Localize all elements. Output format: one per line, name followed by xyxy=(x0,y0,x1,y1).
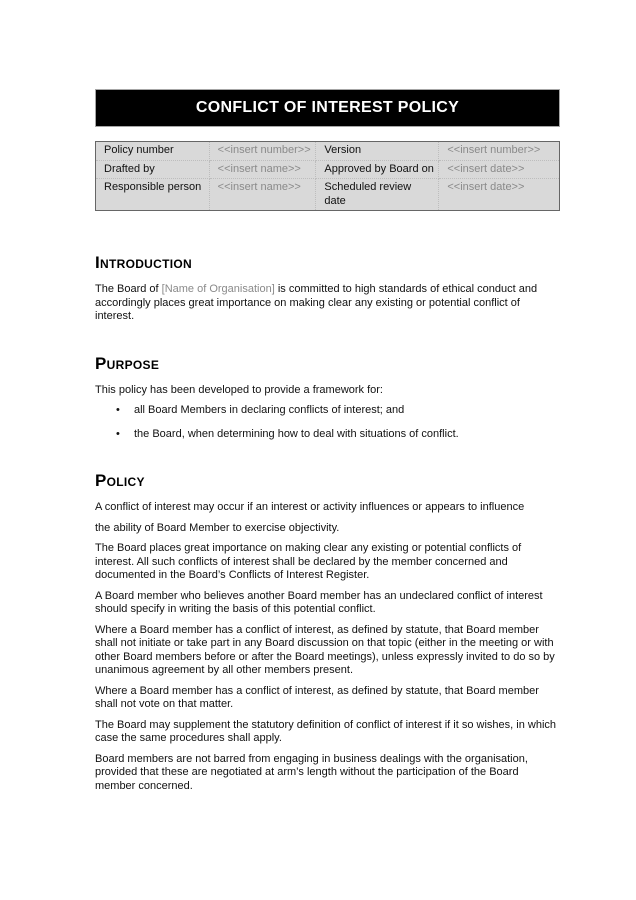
document-content xyxy=(95,0,560,800)
list-item xyxy=(95,404,560,418)
responsible-person-placeholder: <<insert name>> xyxy=(209,179,316,211)
drafted-by-placeholder: <<insert name>> xyxy=(209,160,316,179)
responsible-person-label: Responsible person xyxy=(96,179,210,211)
section-heading-introduction: Introduction xyxy=(95,253,192,272)
policy-info-table xyxy=(95,141,560,211)
review-date-placeholder: <<insert date>> xyxy=(439,179,560,211)
organisation-name-placeholder: [Name of Organisation] xyxy=(161,283,275,295)
section-heading-purpose: Purpose xyxy=(95,353,160,373)
policy-paragraph: A Board member who believes another Board member has an undeclared conflict of interest should specify in writing the basis of this potential conflict. xyxy=(95,589,543,615)
table-row xyxy=(96,160,560,179)
version-label: Version xyxy=(316,142,439,161)
policy-paragraph: the ability of Board Member to exercise objectivity. xyxy=(95,521,340,534)
policy-number-label: Policy number xyxy=(96,142,210,161)
policy-paragraph: The Board may supplement the statutory definition of conflict of interest if it so wishes, in which case the same procedures shall apply. xyxy=(95,718,557,744)
purpose-bullet-list xyxy=(95,404,560,441)
policy-paragraph: Board members are not barred from engaging in business dealings with the organisation, provided that these are negotiated at arm’s length without the participation of the Board member concerned. xyxy=(95,752,528,792)
policy-number-placeholder: <<insert number>> xyxy=(209,142,316,161)
document-title: CONFLICT OF INTEREST POLICY xyxy=(195,99,460,116)
intro-text-after: is committed to high standards of ethical conduct and accordingly places great importance on making clear any existing or potential conflict of interest. xyxy=(95,283,538,322)
intro-text-before: The Board of xyxy=(95,283,162,295)
table-row xyxy=(96,179,560,211)
section-heading-policy: Policy xyxy=(95,471,145,490)
introduction-paragraph xyxy=(95,283,560,324)
drafted-by-label: Drafted by xyxy=(96,160,210,179)
table-row xyxy=(96,142,560,161)
bullet-text: all Board Members in declaring conflicts of interest; and xyxy=(134,404,405,416)
version-placeholder: <<insert number>> xyxy=(439,142,560,161)
policy-paragraph: Where a Board member has a conflict of interest, as defined by statute, that Board member shall not vote on that matter. xyxy=(95,684,539,710)
policy-paragraph: Where a Board member has a conflict of interest, as defined by statute, that Board member shall not initiate or take part in any Board discussion on that topic (either in the meeting or with other Board members before or after the Board meetings), unless expressly invited to do so by unanimous agreement by all other members present. xyxy=(95,623,555,676)
approved-date-placeholder: <<insert date>> xyxy=(439,160,560,179)
policy-paragraph: A conflict of interest may occur if an interest or activity influences or appears to influence xyxy=(95,501,525,513)
list-item xyxy=(95,428,560,442)
purpose-intro-paragraph: This policy has been developed to provide a framework for: xyxy=(95,383,383,396)
bullet-text: the Board, when determining how to deal with situations of conflict. xyxy=(134,427,459,440)
approved-by-board-label: Approved by Board on xyxy=(316,160,439,179)
policy-paragraph: The Board places great importance on making clear any existing or potential conflicts of interest. All such conflicts of interest shall be declared by the member concerned and documented in the Board’s Conflicts of Interest Register. xyxy=(95,542,522,581)
document-title-banner xyxy=(95,89,560,127)
scheduled-review-label: Scheduled review date xyxy=(316,179,439,211)
